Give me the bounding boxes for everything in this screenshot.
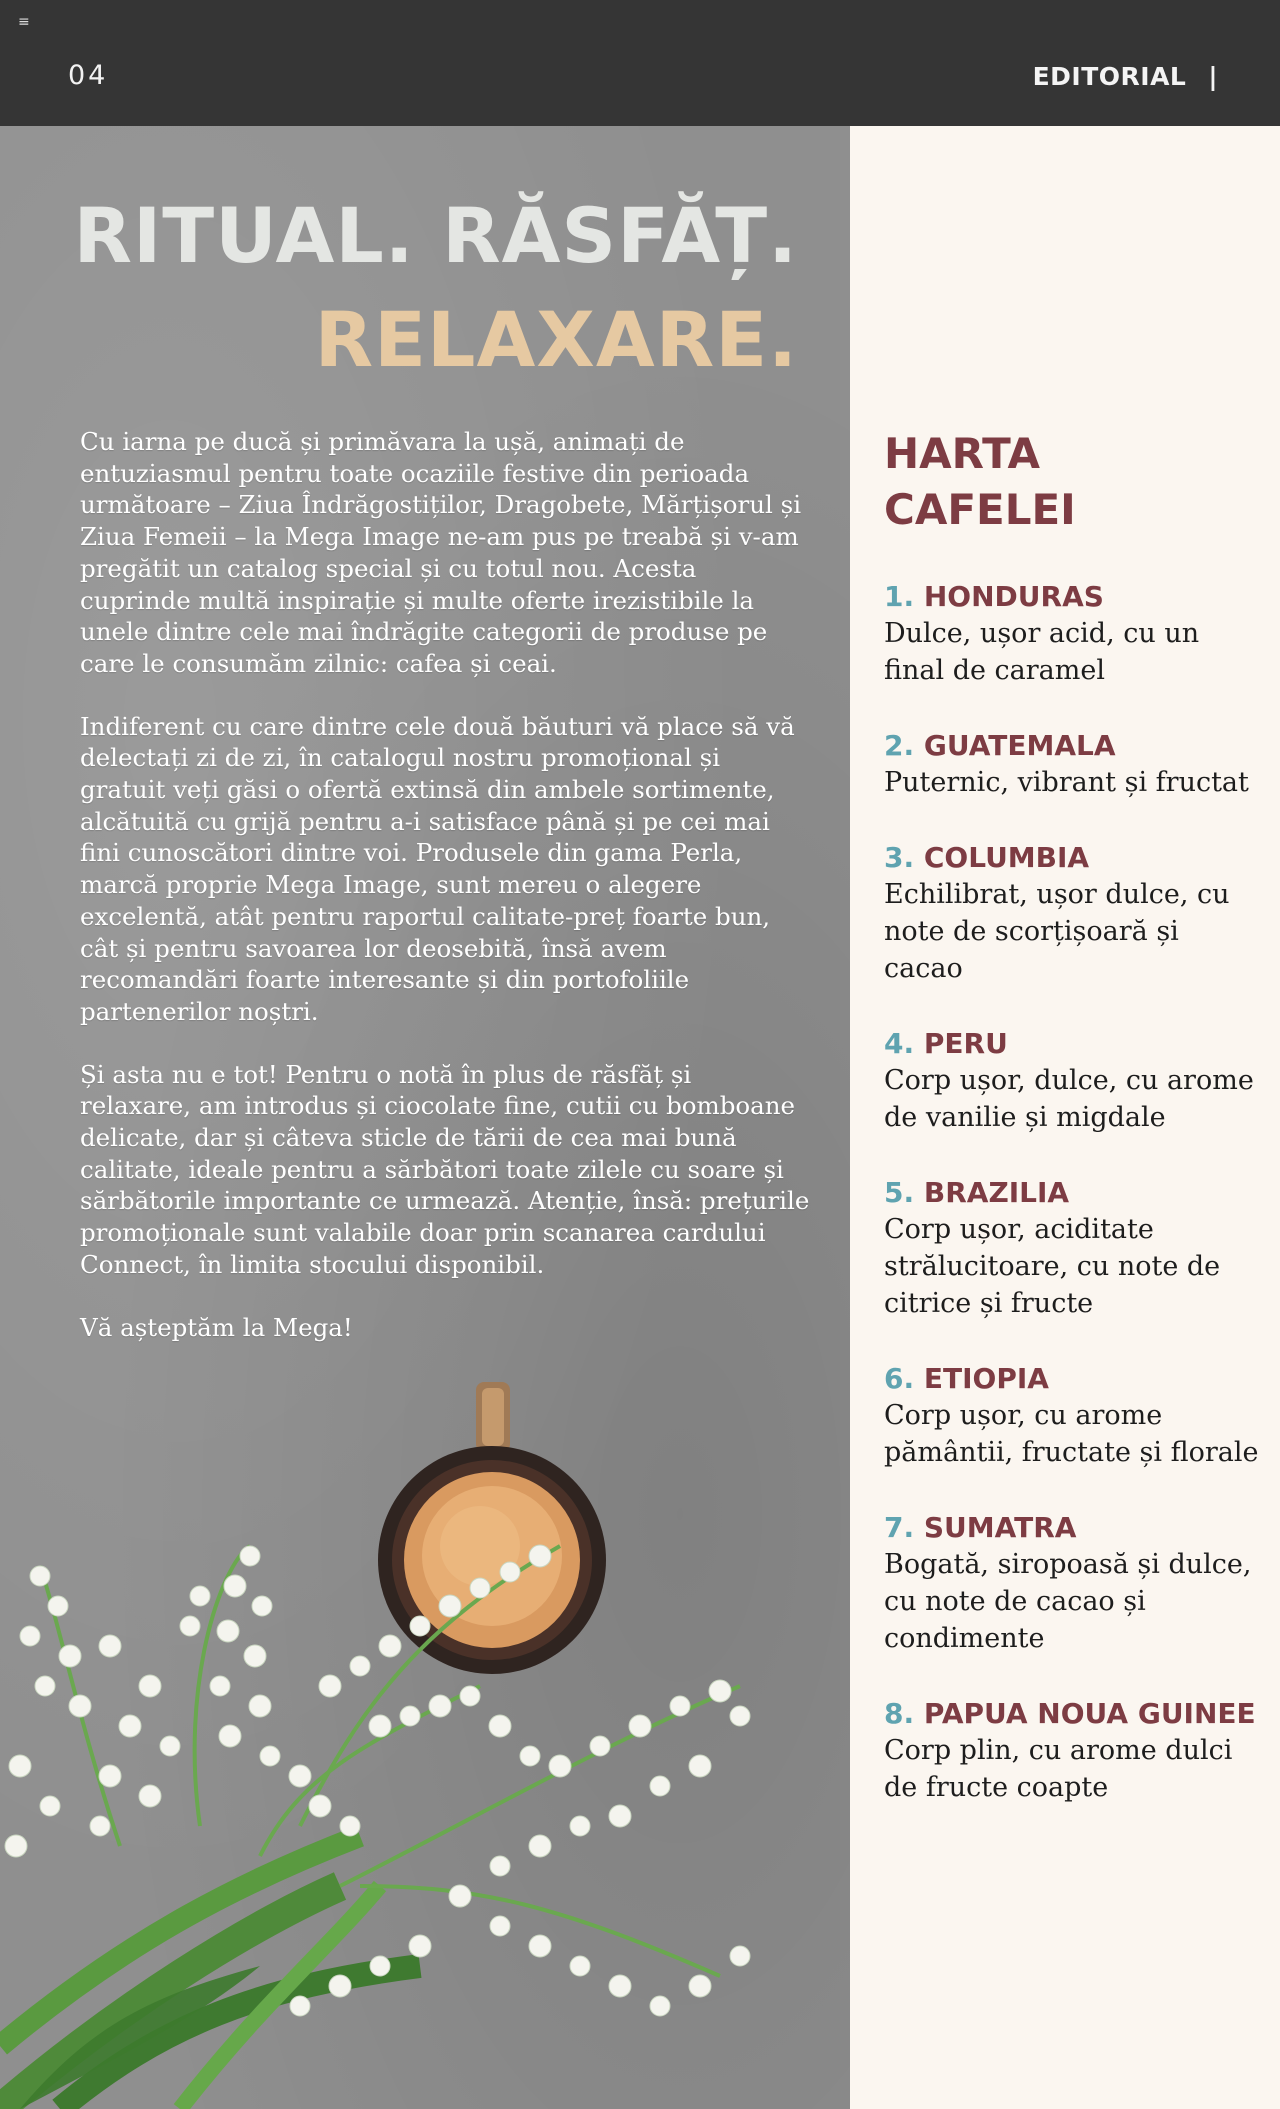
origin-item <box>884 839 1264 987</box>
origin-number: 5. <box>884 1176 915 1209</box>
origin-number: 3. <box>884 841 915 874</box>
section-label <box>1033 62 1218 91</box>
paragraph: Indiferent cu care dintre cele două băuturi vă place să vă delectați zi de zi, în catalogul nostru promoțional și gratuit veți găsi o ofertă extinsă din ambele sortimente, alcătuită cu grijă pentru a-i satisface până și pe cei mai fini cunoscători dintre voi. Produsele din gama Perla, marcă proprie Mega Image, sunt mereu o alegere excelentă, atât pentru raportul calitate-preț foarte bun, cât și pentru savoarea lor deosebită, însă avem recomandări foarte interesante și din portofoliile partenerilor noștri. <box>80 711 795 1026</box>
origin-description: Corp ușor, dulce, cu arome de vanilie și migdale <box>884 1065 1254 1133</box>
origin-number: 7. <box>884 1511 915 1544</box>
origin-name: GUATEMALA <box>923 729 1116 762</box>
origin-item <box>884 1025 1264 1136</box>
section-title: EDITORIAL <box>1032 62 1187 91</box>
origin-name: BRAZILIA <box>923 1176 1070 1209</box>
origin-description: Dulce, ușor acid, cu un final de caramel <box>884 618 1200 686</box>
headline-line-1: RITUAL. RĂSFĂȚ. <box>73 191 798 280</box>
origin-description: Puternic, vibrant și fructat <box>884 767 1249 798</box>
coffee-map-title <box>884 426 1244 538</box>
origin-item <box>884 1695 1264 1806</box>
origin-name: ETIOPIA <box>923 1362 1049 1395</box>
origin-name: HONDURAS <box>923 580 1104 613</box>
origin-description: Bogată, siropoasă și dulce, cu note de cacao și condimente <box>884 1549 1252 1654</box>
coffee-map-title-line-1: HARTA <box>884 429 1041 478</box>
origin-number: 8. <box>884 1697 915 1730</box>
headline-line-2: RELAXARE. <box>314 295 798 384</box>
menu-icon[interactable]: ≡ <box>18 14 30 30</box>
paragraph: Cu iarna pe ducă și primăvara la ușă, animați de entuziasmul pentru toate ocaziile festive din perioada următoare – Ziua Îndrăgostiților, Dragobete, Mărțișorul și Ziua Femeii – la Mega Image ne-am pus pe treabă și v-am pregătit un catalog special și cu totul nou. Acesta cuprinde multă inspirație și multe oferte irezistibile la unele dintre cele mai îndrăgite categorii de produse pe care le consumăm zilnic: cafea și ceai. <box>80 427 802 678</box>
coffee-map-panel <box>850 126 1280 2109</box>
coffee-origins-list <box>884 578 1264 1844</box>
origin-item <box>884 1174 1264 1322</box>
paragraph: Și asta nu e tot! Pentru o notă în plus de răsfăț și relaxare, am introdus și ciocolate fine, cutii cu bomboane delicate, dar și câteva sticle de tării de cea mai bună calitate, ideale pentru a sărbători toate zilele cu soare și sărbătorile importante ce urmează. Atenție, însă: prețurile promoționale sunt valabile doar prin scanarea cardului Connect, în limita stocului disponibil. <box>80 1059 810 1279</box>
origin-item <box>884 1509 1264 1657</box>
origin-number: 6. <box>884 1362 915 1395</box>
origin-description: Echilibrat, ușor dulce, cu note de scorțișoară și cacao <box>884 879 1230 984</box>
paragraph: Vă așteptăm la Mega! <box>80 1312 353 1342</box>
origin-description: Corp plin, cu arome dulci de fructe coapte <box>884 1735 1233 1803</box>
origin-item <box>884 727 1264 801</box>
origin-name: COLUMBIA <box>923 841 1090 874</box>
origin-description: Corp ușor, aciditate strălucitoare, cu note de citrice și fructe <box>884 1214 1221 1319</box>
origin-name: SUMATRA <box>923 1511 1077 1544</box>
section-divider: | <box>1208 62 1218 91</box>
origin-name: PERU <box>923 1027 1008 1060</box>
editorial-body <box>80 426 810 1374</box>
lily-of-the-valley-icon <box>0 1545 750 2109</box>
page-number: 04 <box>68 60 109 91</box>
origin-description: Corp ușor, cu arome pământii, fructate și florale <box>884 1400 1259 1468</box>
origin-number: 4. <box>884 1027 915 1060</box>
top-bar <box>0 0 1280 126</box>
editorial-panel <box>0 126 850 2109</box>
coffee-map-title-line-2: CAFELEI <box>884 485 1076 534</box>
origin-name: PAPUA NOUA GUINEE <box>923 1697 1256 1730</box>
origin-number: 2. <box>884 729 915 762</box>
origin-item <box>884 1360 1264 1471</box>
origin-number: 1. <box>884 580 915 613</box>
origin-item <box>884 578 1264 689</box>
